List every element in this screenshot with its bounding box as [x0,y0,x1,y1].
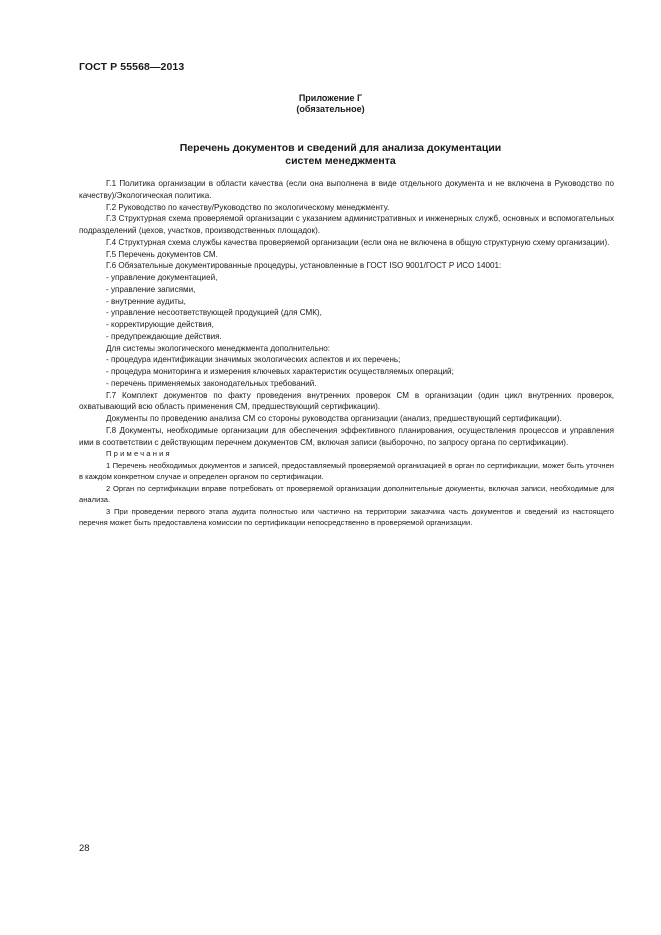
page-number: 28 [79,843,90,854]
notes-heading: Примечания [106,449,172,459]
item-g7: Г.7 Комплект документов по факту проведения внутренних проверок СМ в организации (один цикл внутренних проверок, охватывающий всю область применения СМ, предшествующий сертификации). [79,390,614,412]
list-item: - внутренние аудиты, [106,296,186,306]
note-3: 3 При проведении первого этапа аудита полностью или частично на территории заказчика часть документов и сведений из настоящего перечня может быть предоставлена комиссии по сертификации непосредственно в проверяемой организации. [79,506,614,528]
note-2: 2 Орган по сертификации вправе потребовать от проверяемой организации дополнительные документы, включая записи, необходимые для анализа. [79,483,614,505]
env-intro: Для системы экологического менеджмента дополнительно: [106,343,331,353]
list-item: - корректирующие действия, [106,320,214,329]
item-g1: Г.1 Политика организации в области качества (если она выполнена в виде отдельного документа и не включена в Руководство по качеству)/Экологическая политика. [79,179,614,200]
item-g7-extra: Документы по проведению анализа СМ со стороны руководства организации (анализ, предшествующий сертификации). [106,414,562,423]
appendix-heading [0,93,661,115]
list-item: - управление несоответствующей продукцией (для СМК), [106,308,322,318]
item-g6: Г.6 Обязательные документированные процедуры, установленные в ГОСТ ISO 9001/ГОСТ Р ИСО 14001: [106,261,502,271]
item-g2: Г.2 Руководство по качеству/Руководство по экологическому менеджменту. [106,202,390,212]
list-item: - управление записями, [106,284,196,294]
list-item: - управление документацией, [106,273,218,282]
list-item: - предупреждающие действия. [106,331,222,341]
list-item: - перечень применяемых законодательных требований. [106,378,317,388]
item-g8: Г.8 Документы, необходимые организации для обеспечения эффективного планирования, осуществления процессов и управления ими в соответствии с действующим перечнем документов СМ, включая записи (выборочно, по запросу органа по сертификации). [79,425,614,447]
appendix-status: (обязательное) [296,104,365,114]
list-item: - процедура мониторинга и измерения ключевых характеристик осуществляемых операций; [106,367,454,376]
title-line-1: Перечень документов и сведений для анализа документации [179,142,502,154]
title-line-2: систем менеджмента [285,155,396,167]
document-header-standard: ГОСТ Р 55568—2013 [79,61,185,73]
item-g5: Г.5 Перечень документов СМ. [106,249,218,259]
item-g3: Г.3 Структурная схема проверяемой организации с указанием административных и инженерных служб, основных и вспомогательных подразделений (цехов, участков, производственных площадок). [79,214,614,235]
document-body [79,178,614,528]
appendix-title [0,142,661,168]
list-item: - процедура идентификации значимых экологических аспектов и их перечень; [106,355,401,365]
appendix-label: Приложение Г [298,93,363,103]
item-g4: Г.4 Структурная схема службы качества проверяемой организации (если она не включена в общую структурную схему организации). [106,237,610,247]
note-1: 1 Перечень необходимых документов и записей, предоставляемый проверяемой организацией в орган по сертификации, может быть уточнен в каждом конкретном случае и определен органом по сертификации. [79,461,614,482]
